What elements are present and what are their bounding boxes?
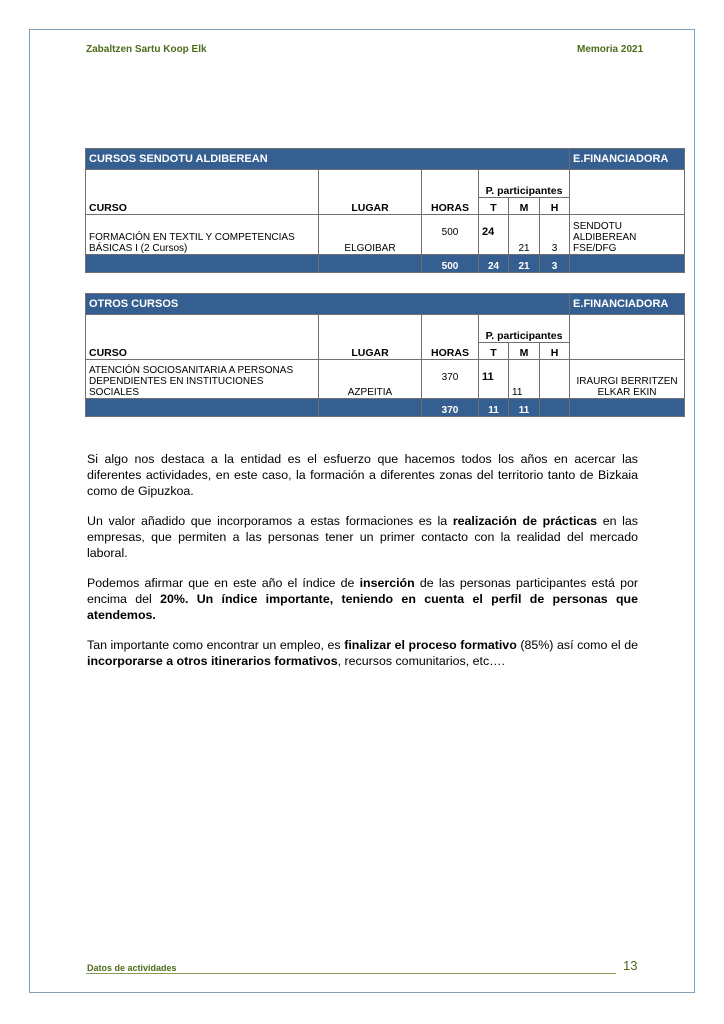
total-t: 11 [479,399,509,417]
cell-financiadora: SENDOTU ALDIBEREAN FSE/DFG [570,215,685,255]
paragraph-4: Tan importante como encontrar un empleo, es finalizar el proceso formativo (85%) así como el de incorporarse a otros itinerarios formativos, recursos comunitarios, etc…. [87,638,638,668]
paragraph-1: Si algo nos destaca a la entidad es el esfuerzo que hacemos todos los años en acercar las diferentes actividades, en este caso, la formación a diferentes zonas del territorio tanto de Bizkaia como de Gipuzkoa. [87,452,638,498]
cell-curso: ATENCIÓN SOCIOSANITARIA A PERSONAS DEPENDIENTES EN INSTITUCIONES SOCIALES [86,360,319,399]
cell-t: 11 [479,360,509,399]
table-row [86,215,685,255]
cell-t: 24 [479,215,509,255]
cell-lugar: AZPEITIA [319,360,422,399]
col-horas: HORAS [422,315,479,360]
cell-h: 3 [540,215,570,255]
col-m: M [509,198,540,215]
financing-header: E.FINANCIADORA [570,149,685,170]
cell-horas: 370 [422,360,479,399]
table-row [86,360,685,399]
financing-header: E.FINANCIADORA [570,294,685,315]
total-m: 21 [509,255,540,273]
paragraph-3: Podemos afirmar que en este año el índice de inserción de las personas participantes está por encima del 20%. Un índice importante, teniendo en cuenta el perfil de personas que atendemos. [87,576,638,622]
col-t: T [479,343,509,360]
col-lugar: LUGAR [319,170,422,215]
col-curso: CURSO [86,315,319,360]
col-h: H [540,198,570,215]
col-horas: HORAS [422,170,479,215]
page-number: 13 [623,958,638,973]
total-m: 11 [509,399,540,417]
cell-curso: FORMACIÓN EN TEXTIL Y COMPETENCIAS BÁSICAS I (2 Cursos) [86,215,319,255]
table-title: CURSOS SENDOTU ALDIBEREAN [86,149,570,170]
col-t: T [479,198,509,215]
col-m: M [509,343,540,360]
cell-financiadora: IRAURGI BERRITZEN ELKAR EKIN [570,360,685,399]
total-horas: 370 [422,399,479,417]
total-t: 24 [479,255,509,273]
total-h [540,399,570,417]
table-sendotu [85,148,685,273]
footer-section: Datos de actividades [87,963,177,973]
cell-m: 21 [509,215,540,255]
paragraph-2: Un valor añadido que incorporamos a estas formaciones es la realización de prácticas en las empresas, que permiten a las personas tener un primer contacto con la realidad del mercado laboral. [87,514,638,560]
col-lugar: LUGAR [319,315,422,360]
col-participantes: P. participantes [479,315,570,343]
col-h: H [540,343,570,360]
header-org: Zabaltzen Sartu Koop Elk [86,44,207,55]
table-otros [85,293,685,417]
cell-lugar: ELGOIBAR [319,215,422,255]
cell-m: 11 [509,360,540,399]
col-participantes: P. participantes [479,170,570,198]
col-curso: CURSO [86,170,319,215]
cell-h [540,360,570,399]
total-horas: 500 [422,255,479,273]
header-report: Memoria 2021 [577,44,644,55]
table-title: OTROS CURSOS [86,294,570,315]
totals-row [86,399,685,417]
totals-row [86,255,685,273]
total-h: 3 [540,255,570,273]
cell-horas: 500 [422,215,479,255]
footer-divider [86,973,616,974]
